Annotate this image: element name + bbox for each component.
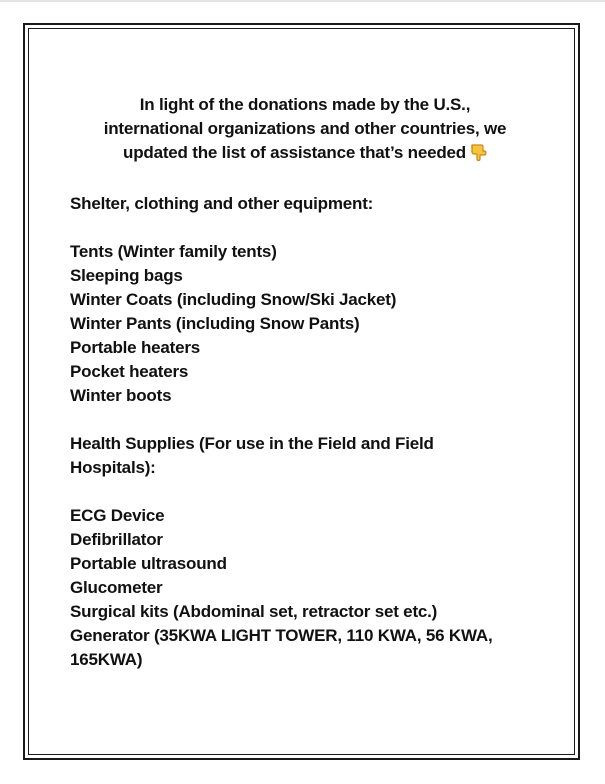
list-item: Portable heaters xyxy=(70,338,201,357)
intro-paragraph xyxy=(70,93,540,168)
list-item: Portable ultrasound xyxy=(70,554,227,573)
list-item: Surgical kits (Abdominal set, retractor set etc.) xyxy=(70,602,438,621)
document-content xyxy=(70,93,540,672)
list-item: Winter Pants (including Snow Pants) xyxy=(70,314,360,333)
shelter-items-list xyxy=(70,240,540,408)
list-item: ECG Device xyxy=(70,506,165,525)
health-heading-line-2: Hospitals): xyxy=(70,458,156,477)
list-item: Glucometer xyxy=(70,578,163,597)
list-item: 165KWA) xyxy=(70,650,143,669)
list-item: Sleeping bags xyxy=(70,266,183,285)
health-items-list xyxy=(70,504,540,672)
intro-line-3 xyxy=(70,141,540,168)
intro-line-1: In light of the donations made by the U.S., xyxy=(139,95,471,114)
health-section-heading xyxy=(70,432,540,480)
list-item: Generator (35KWA LIGHT TOWER, 110 KWA, 56 KWA, xyxy=(70,626,493,645)
list-item: Winter boots xyxy=(70,386,172,405)
intro-line-3-text: updated the list of assistance that’s needed xyxy=(123,143,466,162)
shelter-section-heading: Shelter, clothing and other equipment: xyxy=(70,194,374,213)
backhand-index-pointing-down-icon xyxy=(470,143,487,168)
intro-line-2: international organizations and other countries, we xyxy=(103,119,507,138)
list-item: Pocket heaters xyxy=(70,362,189,381)
list-item: Winter Coats (including Snow/Ski Jacket) xyxy=(70,290,397,309)
health-heading-line-1: Health Supplies (For use in the Field and Field xyxy=(70,434,434,453)
top-divider xyxy=(0,0,605,2)
list-item: Defibrillator xyxy=(70,530,163,549)
list-item: Tents (Winter family tents) xyxy=(70,242,277,261)
